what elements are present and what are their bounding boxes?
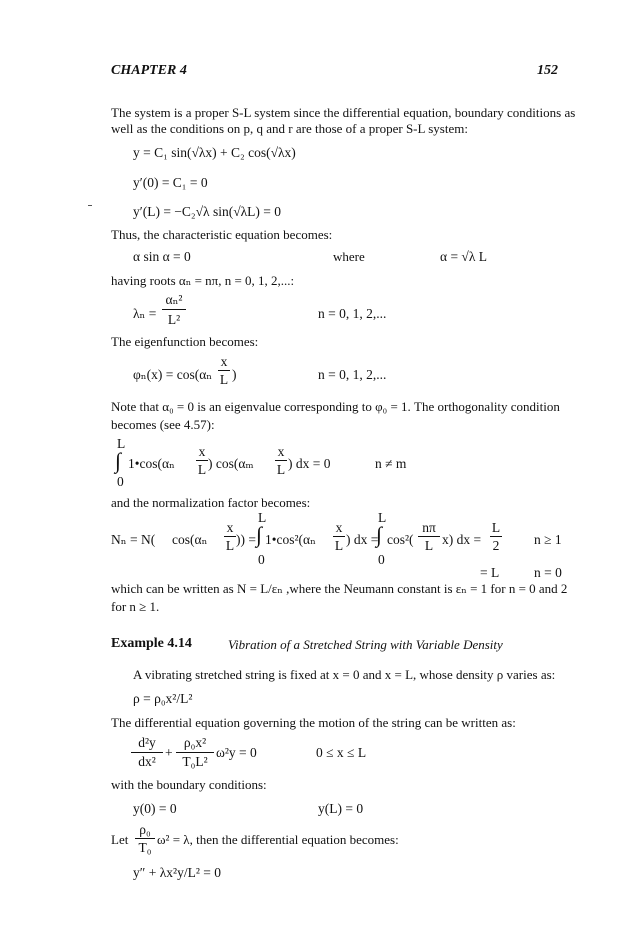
norm-condition-2: n = 0 — [534, 565, 562, 580]
equation-bc-right: y′(L) = −C₂√λ sin(√λL) = 0 — [133, 204, 282, 219]
orthogonality-a: 1•cos(αₙ — [128, 456, 175, 471]
orthogonality-b: ) cos(αₘ — [208, 456, 254, 471]
integral-sign: ∫ — [115, 448, 122, 473]
fraction-bar — [218, 370, 230, 371]
fraction-bar — [275, 460, 287, 461]
norm-integrand: 1•cos²(αₙ — [265, 532, 316, 547]
de-tail: ω²y = 0 — [216, 745, 257, 760]
lambda-lhs: λₙ = — [133, 306, 157, 321]
fraction-bar — [131, 752, 163, 753]
integral-upper-limit: L — [258, 510, 267, 525]
norm-mid: )) = — [236, 532, 256, 547]
fraction-denominator: L — [225, 538, 235, 553]
fraction-bar — [333, 536, 345, 537]
fraction-numerator: ρ₀ — [139, 822, 151, 837]
integral-sign: ∫ — [256, 522, 263, 547]
norm-condition-1: n ≥ 1 — [534, 532, 562, 547]
let-tail: ω² = λ, then the differential equation becomes: — [157, 832, 399, 847]
fraction-denominator: 2 — [492, 538, 500, 553]
fraction-denominator: dx² — [138, 754, 156, 769]
paragraph-line: becomes (see 4.57): — [111, 417, 215, 432]
lambda-denominator: L² — [167, 312, 181, 327]
fraction-bar — [176, 752, 214, 753]
lambda-numerator: αₙ² — [165, 292, 183, 307]
fraction-denominator: L — [276, 462, 286, 477]
integral-lower-limit: 0 — [378, 552, 385, 567]
paragraph-line: Thus, the characteristic equation becomes: — [111, 227, 333, 242]
fraction-denominator: T₀L² — [182, 754, 208, 769]
norm-equals-L: = L — [480, 565, 500, 580]
equation-density: ρ = ρ₀x²/L² — [133, 691, 193, 706]
fraction-denominator: L — [197, 462, 207, 477]
plus-sign: + — [165, 745, 173, 760]
fraction-numerator: d²y — [138, 735, 156, 750]
norm-mid2: ) dx = — [346, 532, 379, 547]
example-title: Vibration of a Stretched String with Variable Density — [228, 637, 503, 652]
paragraph-line: having roots αₙ = nπ, n = 0, 1, 2,...: — [111, 273, 295, 288]
de-range: 0 ≤ x ≤ L — [316, 745, 367, 760]
n-range: n = 0, 1, 2,... — [318, 306, 387, 321]
paragraph-line: The system is a proper S-L system since the differential equation, boundary conditions as — [111, 105, 576, 120]
eigenfunction-lhs: φₙ(x) = cos(αₙ — [133, 367, 213, 382]
boundary-condition-left: y(0) = 0 — [133, 801, 177, 816]
fraction-numerator: x — [220, 354, 228, 369]
integral-lower-limit: 0 — [117, 474, 124, 489]
paragraph-line: Note that α₀ = 0 is an eigenvalue corresponding to φ₀ = 1. The orthogonality condition — [111, 399, 560, 414]
fraction-bar — [418, 536, 440, 537]
close-paren: ) — [232, 367, 237, 382]
boundary-condition-right: y(L) = 0 — [318, 801, 364, 816]
example-label: Example 4.14 — [111, 636, 192, 651]
fraction-denominator: T₀ — [138, 840, 152, 855]
fraction-numerator: x — [277, 444, 285, 459]
integral-sign: ∫ — [376, 522, 383, 547]
orthogonality-condition: n ≠ m — [375, 456, 407, 471]
chapter-header: CHAPTER 4 — [111, 63, 187, 78]
fraction-numerator: ρ₀x² — [183, 735, 207, 750]
paragraph-line: which can be written as N = L/εₙ ,where the Neumann constant is εₙ = 1 for n = 0 and 2 — [111, 581, 568, 596]
where-word: where — [333, 249, 365, 264]
paragraph-line: with the boundary conditions: — [111, 777, 267, 792]
norm-mid3: x) dx = — [442, 532, 482, 547]
page-number: 152 — [537, 63, 558, 78]
margin-mark — [88, 205, 92, 206]
equation-general-solution: y = C₁ sin(√λx) + C₂ cos(√λx) — [133, 145, 296, 160]
fraction-bar — [196, 460, 208, 461]
n-range: n = 0, 1, 2,... — [318, 367, 387, 382]
norm-lhs: Nₙ = N( — [111, 532, 156, 547]
equation-bc-left: y′(0) = C₁ = 0 — [133, 175, 208, 190]
orthogonality-c: ) dx = 0 — [288, 456, 331, 471]
fraction-numerator: x — [198, 444, 206, 459]
fraction-numerator: nπ — [422, 520, 436, 535]
paragraph-line: and the normalization factor becomes: — [111, 495, 311, 510]
fraction-bar — [162, 309, 186, 310]
fraction-numerator: x — [335, 520, 343, 535]
fraction-denominator: L — [424, 538, 434, 553]
fraction-denominator: L — [219, 372, 229, 387]
fraction-numerator: L — [491, 520, 501, 535]
paragraph-line: for n ≥ 1. — [111, 599, 160, 614]
fraction-denominator: L — [334, 538, 344, 553]
paragraph-line: The differential equation governing the motion of the string can be written as: — [111, 715, 516, 730]
fraction-numerator: x — [226, 520, 234, 535]
equation-characteristic: α sin α = 0 — [133, 249, 191, 264]
fraction-bar — [224, 536, 236, 537]
let-word: Let — [111, 832, 129, 847]
integral-upper-limit: L — [378, 510, 387, 525]
equation-final: y″ + λx²y/L² = 0 — [133, 865, 221, 880]
equation-alpha-def: α = √λ L — [440, 249, 488, 264]
paragraph-line: well as the conditions on p, q and r are those of a proper S-L system: — [111, 121, 468, 136]
integral-lower-limit: 0 — [258, 552, 265, 567]
norm-cos: cos(αₙ — [172, 532, 208, 547]
fraction-bar — [135, 838, 155, 839]
paragraph-line: The eigenfunction becomes: — [111, 334, 259, 349]
norm-cos-squared: cos²( — [387, 532, 414, 547]
fraction-bar — [490, 536, 502, 537]
paragraph-line: A vibrating stretched string is fixed at x = 0 and x = L, whose density ρ varies as: — [133, 667, 556, 682]
integral-upper-limit: L — [117, 436, 126, 451]
